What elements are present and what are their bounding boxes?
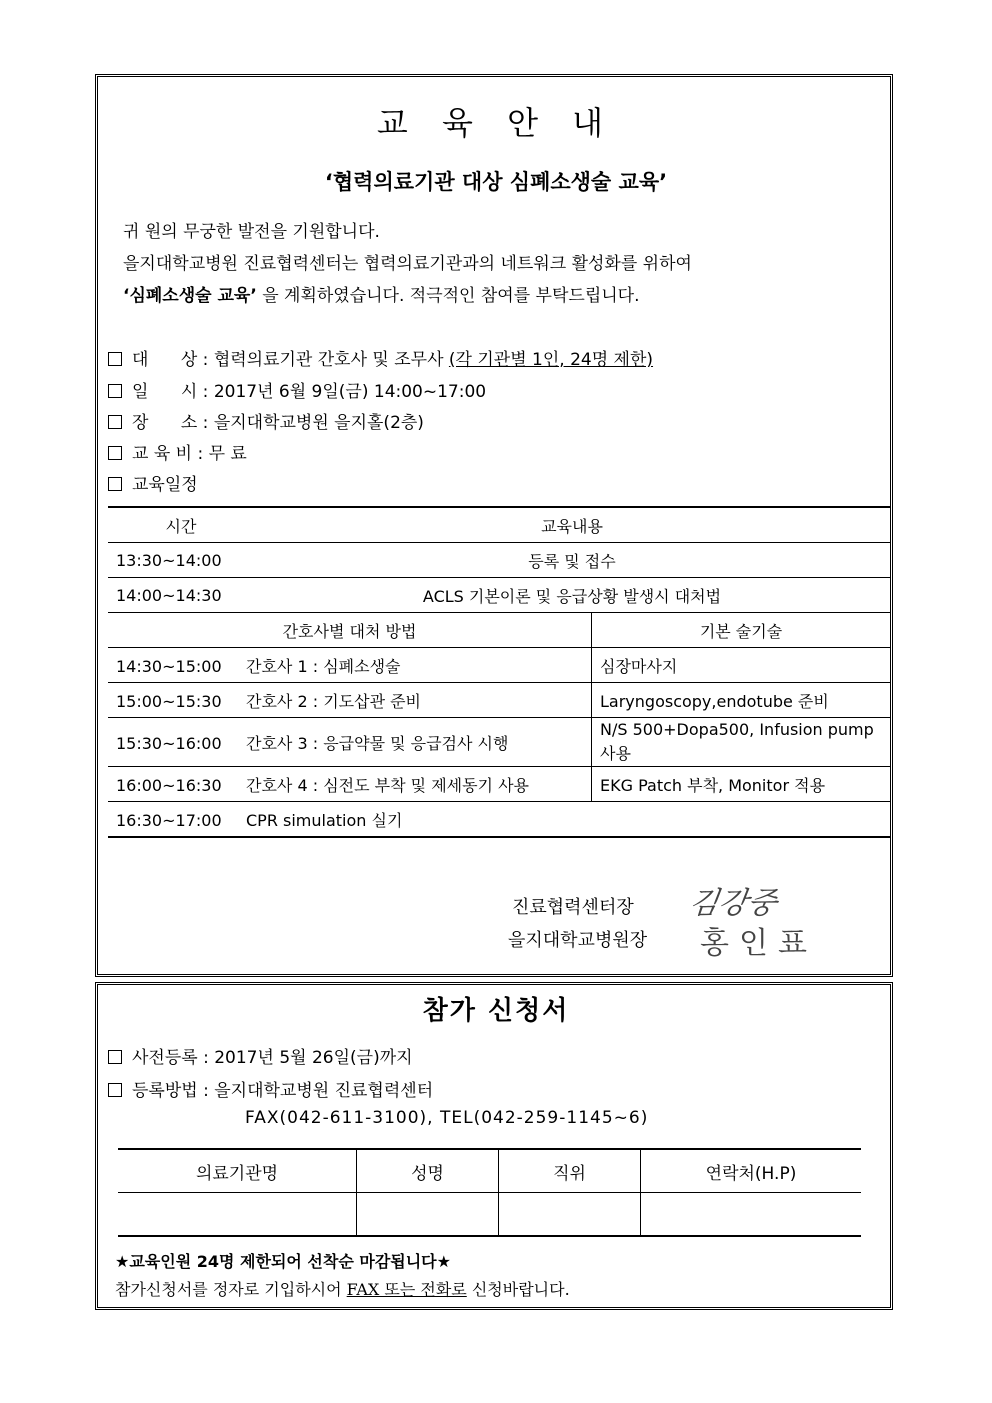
schedule-subheader-row (108, 613, 890, 648)
schedule-task: 간호사 2 : 기도삽관 준비 (246, 691, 422, 711)
table-row (108, 802, 890, 838)
greeting-line-1: 귀 원의 무궁한 발전을 기원합니다. (123, 222, 380, 242)
schedule-label: 교육일정 (132, 475, 198, 495)
institution-input[interactable] (118, 1193, 357, 1237)
schedule-time: 16:30~17:00 (116, 810, 222, 830)
schedule-task: 간호사 3 : 응급약물 및 응급검사 시행 (246, 733, 509, 753)
date-label: 일 시 : (132, 382, 214, 402)
schedule-skill: 심장마사지 (592, 648, 891, 683)
table-row (108, 683, 890, 718)
date-value: 2017년 6월 9일(금) 14:00~17:00 (213, 382, 487, 402)
header-contact: 연락처(H.P) (641, 1149, 862, 1193)
contact-input[interactable] (641, 1193, 862, 1237)
prereg-value: 2017년 5월 26일(금)까지 (214, 1048, 413, 1068)
form-input-row (118, 1193, 861, 1237)
checkbox-icon (108, 384, 122, 398)
schedule-task: 간호사 4 : 심전도 부착 및 제세동기 사용 (246, 775, 530, 795)
contact-info: FAX(042-611-3100), TEL(042-259-1145~6) (245, 1108, 649, 1128)
info-date (108, 377, 486, 402)
schedule-time: 15:00~15:30 (116, 691, 222, 711)
schedule-time: 13:30~14:00 (108, 543, 254, 578)
info-place (108, 408, 424, 433)
schedule-task-cell (108, 683, 592, 718)
place-label: 장 소 : (132, 413, 214, 433)
greeting-line-3-rest: 을 계획하였습니다. 적극적인 참여를 부탁드립니다. (256, 286, 640, 306)
greeting-emphasis: ‘심폐소생술 교육’ (123, 286, 257, 306)
greeting-line-3 (123, 280, 692, 312)
checkbox-icon (108, 1050, 122, 1064)
table-row (108, 543, 890, 578)
schedule-task-cell (108, 802, 890, 838)
schedule-skill: EKG Patch 부착, Monitor 적용 (592, 767, 891, 802)
header-name: 성명 (357, 1149, 499, 1193)
footer-method: FAX 또는 전화로 (346, 1280, 467, 1299)
schedule-content: 등록 및 접수 (254, 543, 890, 578)
signature-title-2: 을지대학교병원장 (508, 930, 648, 951)
target-label: 대 상 : (132, 350, 214, 370)
schedule-task-cell (108, 767, 592, 802)
schedule-skill: Laryngoscopy,endotube 준비 (592, 683, 891, 718)
header-institution: 의료기관명 (118, 1149, 357, 1193)
signature-name-2: 홍인표 (700, 926, 817, 961)
schedule-time: 14:00~14:30 (108, 578, 254, 613)
notice-subtitle: ‘협력의료기관 대상 심폐소생술 교육’ (324, 170, 668, 194)
notice-title: 교 육 안 내 (376, 104, 616, 142)
application-footer (115, 1277, 570, 1300)
schedule-subheader-left: 간호사별 대처 방법 (108, 613, 592, 648)
method-label: 등록방법 : (132, 1081, 215, 1101)
checkbox-icon (108, 415, 122, 429)
footer-text-post: 신청바랍니다. (466, 1280, 570, 1299)
info-target (108, 345, 653, 370)
target-note: (각 기관별 1인, 24명 제한) (448, 350, 654, 370)
schedule-header-time: 시간 (108, 507, 254, 543)
greeting-paragraph (123, 216, 692, 312)
signature-name-1: 김강중 (687, 886, 779, 921)
table-row (108, 718, 890, 767)
signature-title-1: 진료협력센터장 (512, 897, 634, 918)
target-value: 협력의료기관 간호사 및 조무사 (213, 350, 449, 370)
method-line (108, 1076, 433, 1101)
header-position: 직위 (499, 1149, 641, 1193)
info-schedule (108, 470, 198, 495)
table-row (108, 648, 890, 683)
table-row (108, 578, 890, 613)
fee-value: 무 료 (208, 444, 247, 464)
schedule-task-cell (108, 718, 592, 767)
form-header-row (118, 1149, 861, 1193)
info-fee (108, 439, 247, 464)
schedule-task: CPR simulation 실기 (246, 810, 403, 830)
schedule-table (108, 506, 890, 838)
schedule-task-cell (108, 648, 592, 683)
name-input[interactable] (357, 1193, 499, 1237)
schedule-subheader-right: 기본 술기술 (592, 613, 891, 648)
schedule-time: 15:30~16:00 (116, 733, 222, 753)
schedule-task: 간호사 1 : 심폐소생술 (246, 656, 401, 676)
position-input[interactable] (499, 1193, 641, 1237)
schedule-time: 14:30~15:00 (116, 656, 222, 676)
checkbox-icon (108, 477, 122, 491)
fee-label: 교 육 비 : (132, 444, 209, 464)
checkbox-icon (108, 446, 122, 460)
greeting-line-2: 을지대학교병원 진료협력센터는 협력의료기관과의 네트워크 활성화를 위하여 (123, 254, 692, 274)
prereg-label: 사전등록 : (132, 1048, 215, 1068)
capacity-notice: ★교육인원 24명 제한되어 선착순 마감됩니다★ (115, 1252, 451, 1271)
schedule-content: ACLS 기본이론 및 응급상황 발생시 대처법 (254, 578, 890, 613)
place-value: 을지대학교병원 을지홀(2층) (213, 413, 424, 433)
schedule-time: 16:00~16:30 (116, 775, 222, 795)
checkbox-icon (108, 352, 122, 366)
table-row (108, 767, 890, 802)
schedule-skill: N/S 500+Dopa500, Infusion pump사용 (592, 718, 891, 767)
application-form-table (118, 1148, 861, 1237)
checkbox-icon (108, 1083, 122, 1097)
prereg-line (108, 1043, 413, 1068)
schedule-header-content: 교육내용 (254, 507, 890, 543)
schedule-header-row (108, 507, 890, 543)
application-title: 참가 신청서 (422, 996, 570, 1026)
footer-text-pre: 참가신청서를 정자로 기입하시어 (115, 1280, 347, 1299)
method-value: 을지대학교병원 진료협력센터 (214, 1081, 434, 1101)
